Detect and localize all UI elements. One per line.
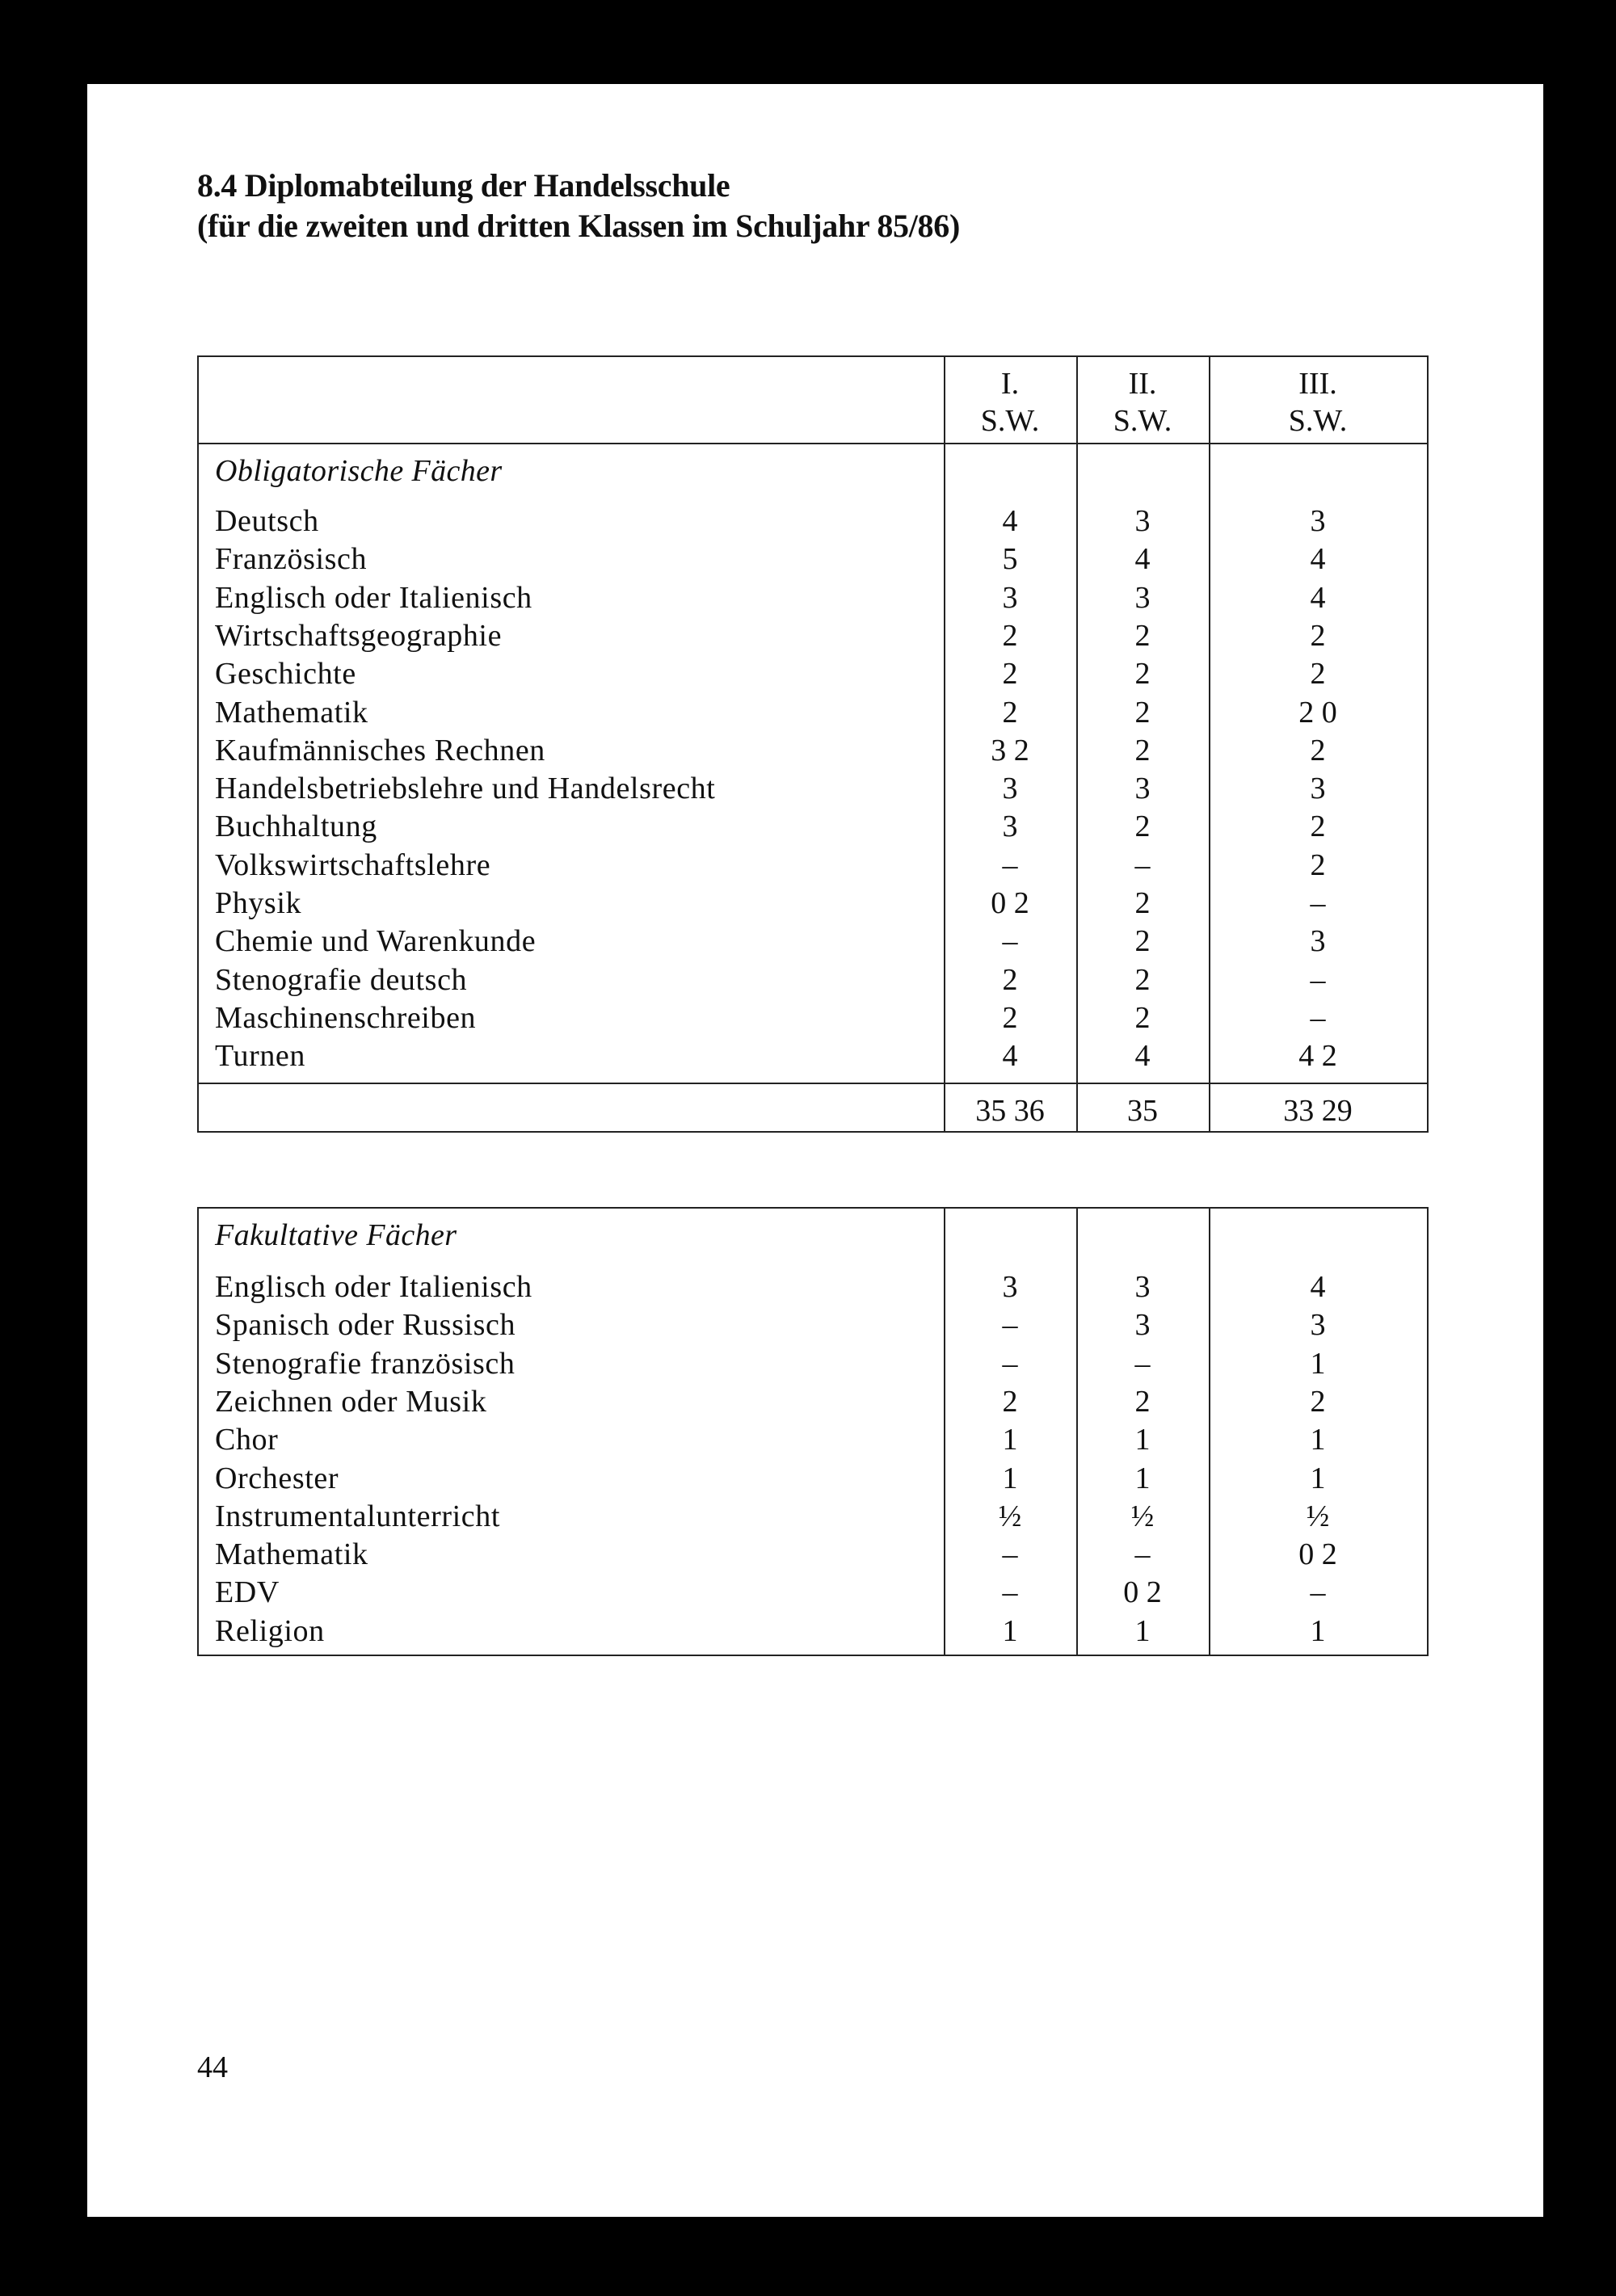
table-row [199,847,1427,885]
hours-cell: 1 [1310,1423,1326,1457]
table-row [199,1383,1427,1421]
total-3: 33 29 [1283,1094,1353,1128]
table-row [199,1306,1427,1344]
hours-cell: 1 [1310,1346,1326,1381]
hours-cell: 2 [1310,809,1326,844]
hours-cell: 1 [1002,1423,1018,1457]
hours-cell: 4 2 [1298,1039,1337,1074]
table-row [199,1037,1427,1075]
hours-cell: 1 [1002,1613,1018,1648]
hours-cell: 2 [1002,962,1018,997]
hours-cell: – [1310,886,1326,920]
subject-name: Englisch oder Italienisch [215,1270,532,1304]
subject-name: Mathematik [215,695,368,730]
hours-cell: – [1310,1000,1326,1035]
hours-cell: 3 [1134,772,1151,806]
table-row [199,579,1427,617]
hours-cell: – [1134,1346,1151,1381]
hours-cell: 3 [1134,1308,1151,1343]
hours-cell: 3 [1134,504,1151,538]
table-row [199,1536,1427,1574]
subject-name: Französisch [215,542,368,577]
subject-name: Geschichte [215,657,356,692]
column-header-2: II. S.W. [1113,367,1172,438]
table-row [199,1268,1427,1306]
hours-cell: – [1002,1308,1018,1343]
section-heading: 8.4 Diplomabteilung der Handelsschule [197,167,730,204]
table-row [199,503,1427,540]
optional-label: Fakultative Fächer [215,1218,457,1252]
hours-cell: 3 [1310,1308,1326,1343]
hours-cell: 3 [1134,580,1151,615]
hours-cell: 3 [1310,504,1326,538]
column-header-3: III. S.W. [1288,367,1348,438]
hours-cell: 4 [1310,580,1326,615]
hours-cell: 3 [1310,772,1326,806]
hours-cell: 1 [1310,1461,1326,1495]
hours-cell: 1 [1134,1461,1151,1495]
subject-name: Volkswirtschaftslehre [215,847,491,882]
hours-cell: – [1002,1346,1018,1381]
hours-cell: – [1002,847,1018,882]
hours-cell: ½ [1130,1499,1155,1533]
hours-cell: 1 [1310,1613,1326,1648]
hours-cell: 2 [1002,695,1018,730]
hours-cell: 2 0 [1298,695,1337,730]
obligatory-subjects-table [197,355,1429,1133]
table-row [199,961,1427,999]
hours-cell: – [1134,1537,1151,1572]
hours-cell: ½ [998,1499,1022,1533]
hours-cell: 4 [1310,542,1326,577]
section-subheading: (für die zweiten und dritten Klassen im Schuljahr 85/86) [197,208,960,244]
table-row [199,808,1427,846]
table-row [199,999,1427,1037]
hours-cell: ½ [1306,1499,1330,1533]
hours-cell: 2 [1134,886,1151,920]
hours-cell: 3 [1002,1270,1018,1304]
hours-cell: – [1310,1575,1326,1610]
hours-cell: – [1002,1537,1018,1572]
hours-cell: 2 [1134,924,1151,959]
hours-cell: 4 [1002,504,1018,538]
optional-subjects-table [197,1207,1429,1656]
hours-cell: 1 [1002,1461,1018,1495]
hours-cell: 2 [1134,657,1151,692]
hours-cell: 0 2 [991,886,1029,920]
subject-name: Stenografie französisch [215,1346,516,1381]
hours-cell: – [1134,847,1151,882]
table-row [199,617,1427,655]
hours-cell: 0 2 [1298,1537,1337,1572]
subject-name: Chemie und Warenkunde [215,924,537,959]
subject-name: Buchhaltung [215,809,377,844]
hours-cell: 2 [1134,1000,1151,1035]
subject-name: Deutsch [215,504,319,538]
hours-cell: 2 [1134,962,1151,997]
hours-cell: 1 [1134,1613,1151,1648]
table-row [199,1421,1427,1459]
totals-row [199,1092,1427,1130]
hours-cell: 3 [1002,580,1018,615]
table-row [199,694,1427,732]
subject-name: Zeichnen oder Musik [215,1384,487,1419]
hours-cell: 2 [1134,618,1151,653]
hours-cell: 3 [1002,772,1018,806]
hours-cell: 2 [1134,809,1151,844]
table-row [199,1574,1427,1612]
hours-cell: 2 [1134,733,1151,767]
hours-cell: 1 [1134,1423,1151,1457]
subject-name: Religion [215,1613,325,1648]
hours-cell: 3 [1134,1270,1151,1304]
hours-cell: 3 [1002,809,1018,844]
table-row [199,885,1427,923]
table-row [199,655,1427,693]
subject-name: Handelsbetriebslehre und Handelsrecht [215,772,716,806]
table-row [199,770,1427,808]
hours-cell: 3 2 [991,733,1029,767]
hours-cell: – [1002,1575,1018,1610]
hours-cell: 3 [1310,924,1326,959]
hours-cell: 2 [1002,657,1018,692]
subject-name: Instrumentalunterricht [215,1499,500,1533]
hours-cell: 4 [1310,1270,1326,1304]
obligatory-label: Obligatorische Fächer [215,454,503,488]
subject-name: Wirtschaftsgeographie [215,618,503,653]
subject-name: Kaufmännisches Rechnen [215,733,545,767]
table-row [199,540,1427,578]
hours-cell: 2 [1002,1384,1018,1419]
page-number: 44 [197,2050,228,2084]
hours-cell: 2 [1002,618,1018,653]
table-row [199,1613,1427,1651]
hours-cell: 2 [1002,1000,1018,1035]
hours-cell: 4 [1002,1039,1018,1074]
subject-name: Englisch oder Italienisch [215,580,532,615]
subject-name: Orchester [215,1461,339,1495]
table-row [199,923,1427,961]
hours-cell: 0 2 [1123,1575,1162,1610]
hours-cell: 2 [1134,695,1151,730]
hours-cell: 2 [1310,657,1326,692]
subject-name: Physik [215,886,302,920]
subject-name: Chor [215,1423,279,1457]
hours-cell: 2 [1134,1384,1151,1419]
subject-name: EDV [215,1575,280,1610]
table-row [199,1498,1427,1536]
hours-cell: 2 [1310,847,1326,882]
table-row [199,1345,1427,1383]
hours-cell: 5 [1002,542,1018,577]
total-2: 35 [1127,1094,1158,1128]
subject-name: Turnen [215,1039,305,1074]
table-row [199,1460,1427,1498]
total-1: 35 36 [975,1094,1045,1128]
hours-cell: 2 [1310,733,1326,767]
hours-cell: 2 [1310,618,1326,653]
subject-name: Spanisch oder Russisch [215,1308,516,1343]
hours-cell: – [1310,962,1326,997]
hours-cell: 2 [1310,1384,1326,1419]
hours-cell: – [1002,924,1018,959]
column-header-1: I. S.W. [980,367,1040,438]
table-row [199,732,1427,770]
subject-name: Stenografie deutsch [215,962,468,997]
hours-cell: 4 [1134,1039,1151,1074]
subject-name: Maschinenschreiben [215,1000,477,1035]
hours-cell: 4 [1134,542,1151,577]
subject-name: Mathematik [215,1537,368,1572]
